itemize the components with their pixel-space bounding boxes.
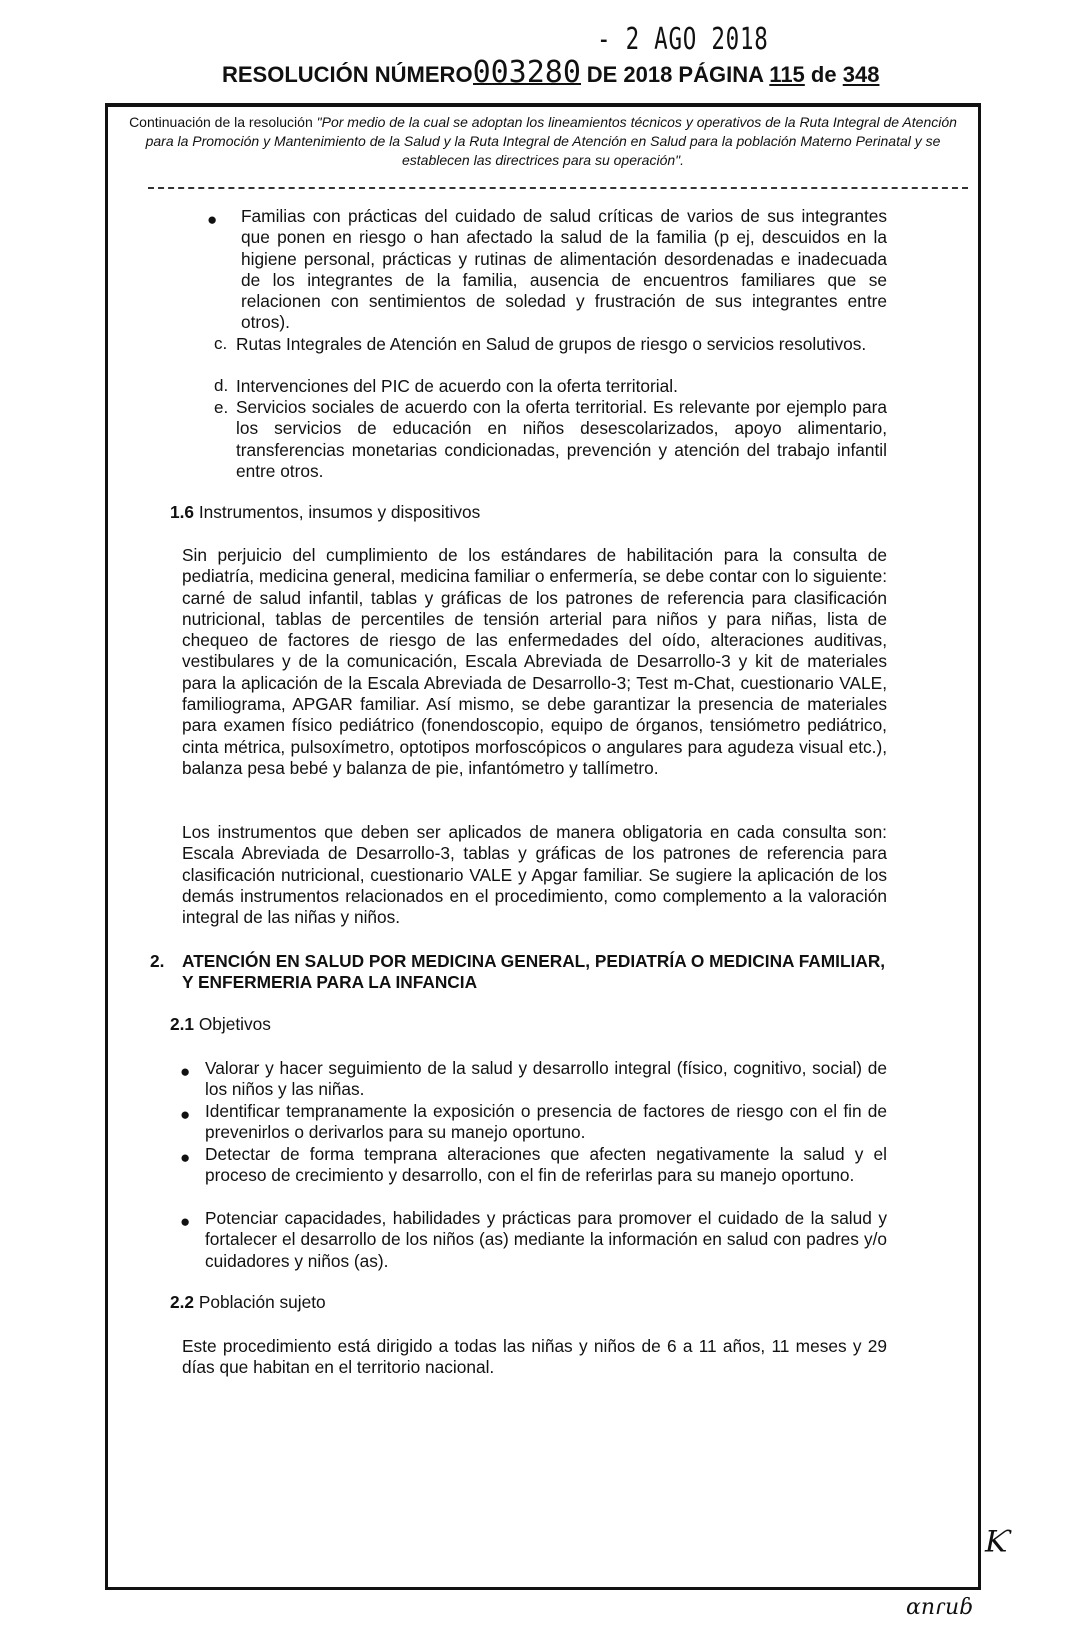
divider <box>148 187 968 189</box>
section-1-6-heading: 1.6 Instrumentos, insumos y dispositivos <box>170 502 481 522</box>
bullet-icon: ● <box>180 1148 191 1167</box>
section-2-heading: ATENCIÓN EN SALUD POR MEDICINA GENERAL, PEDIATRÍA O MEDICINA FAMILIAR, Y ENFERMERIA PARA LA INFANCIA <box>182 951 886 993</box>
continuation-note: Continuación de la resolución "Por medio de la cual se adoptan los lineamientos técnicos y operativos de la Ruta Integral de Atención para la Promoción y Mantenimiento de la Salud y la Ruta Integral de Atención en Salud para la población Materno Perinatal y se establecen las directrices para su operación". <box>129 114 957 168</box>
resolution-header: RESOLUCIÓN NÚMERO003280 DE 2018 PÁGINA 115 de 348 <box>222 55 880 90</box>
bullet-icon: ● <box>180 1212 191 1231</box>
list-item: Intervenciones del PIC de acuerdo con la oferta territorial. <box>236 376 678 396</box>
list-letter: e. <box>214 398 229 417</box>
section-2-1-heading: 2.1 Objetivos <box>170 1014 271 1034</box>
objective-item: Detectar de forma temprana alteraciones que afecten negativamente la salud y el proceso de crecimiento y desarrollo, con el fin de referirlas para su manejo oportuno. <box>205 1144 887 1186</box>
bullet-icon: ● <box>180 1062 191 1081</box>
list-letter: c. <box>214 334 228 353</box>
population-paragraph: Este procedimiento está dirigido a todas las niñas y niños de 6 a 11 años, 11 meses y 29 días que habitan en el territorio nacional. <box>182 1336 887 1378</box>
bullet-icon: ● <box>207 210 218 229</box>
objective-item: Potenciar capacidades, habilidades y prácticas para promover el cuidado de la salud y fortalecer el desarrollo de los niños (as) mediante la información en salud con padres y/o cuidadores y niños (as). <box>205 1208 887 1271</box>
list-item: Servicios sociales de acuerdo con la oferta territorial. Es relevante por ejemplo para los servicios de educación en niños desescolarizados, apoyo alimentario, transferencias monetarias condicionadas, prevención y atención del trabajo infantil entre otros. <box>236 397 887 481</box>
handwritten-signature: ɑnɾuɓ <box>906 1595 974 1620</box>
page-number: 115 <box>769 62 805 87</box>
section-2-2-heading: 2.2 Población sujeto <box>170 1292 326 1312</box>
objective-item: Identificar tempranamente la exposición o presencia de factores de riesgo con el fin de prevenirlos o derivarlos para su manejo oportuno. <box>205 1101 887 1143</box>
section-2-number: 2. <box>150 951 165 971</box>
family-practices-bullet: Familias con prácticas del cuidado de salud críticas de varios de sus integrantes que ponen en riesgo o han afectado la salud de la familia (p ej, descuidos en la higiene personal, prácticas y rutinas de alimentación desordenadas e inadecuada de los integrantes de la familia, ausencia de encuentros familiares que se relacionen con sentimientos de soledad y frustración de sus integrantes entre otros). <box>241 206 887 333</box>
objective-item: Valorar y hacer seguimiento de la salud y desarrollo integral (físico, cognitivo, social) de los niños y las niñas. <box>205 1058 887 1100</box>
date-stamp: - 2 AGO 2018 <box>597 22 769 57</box>
page-total: 348 <box>842 62 880 87</box>
list-item: Rutas Integrales de Atención en Salud de grupos de riesgo o servicios resolutivos. <box>236 334 867 354</box>
initials-signature: Ƙ <box>985 1525 1008 1560</box>
mandatory-instruments-paragraph: Los instrumentos que deben ser aplicados de manera obligatoria en cada consulta son: Escala Abreviada de Desarrollo-3, tablas y gráficas de los patrones de referencia para clasificación nutricional, cuestionario VALE y Apgar familiar. Se sugiere la aplicación de los demás instrumentos relacionados en el procedimiento, como complemento a la valoración integral de las niñas y niños. <box>182 822 887 928</box>
resolution-number: 003280 <box>472 55 581 90</box>
bullet-icon: ● <box>180 1105 191 1124</box>
instruments-paragraph: Sin perjuicio del cumplimiento de los estándares de habilitación para la consulta de pediatría, medicina general, medicina familiar o enfermería, se debe contar con lo siguiente: carné de salud infantil, tablas y gráficas de los patrones de referencia para clasificación nutricional, tablas de percentiles de tensión arterial para niños y para niñas, lista de chequeo de factores de riesgo de las enfermedades del oído, alteraciones auditivas, vestibulares y de la comunicación, Escala Abreviada de Desarrollo-3 y kit de materiales para la aplicación de la Escala Abreviada de Desarrollo-3; Test m-Chat, cuestionario VALE, familiograma, APGAR familiar. Así mismo, se debe garantizar la presencia de materiales para examen físico pediátrico (fonendoscopio, equipo de órganos, tensiómetro pediátrico, cinta métrica, pulsoxímetro, optotipos morfoscópicos o angulares para agudeza visual etc.), balanza pesa bebé y balanza de pie, infantómetro y tallímetro. <box>182 545 887 778</box>
list-letter: d. <box>214 376 229 395</box>
